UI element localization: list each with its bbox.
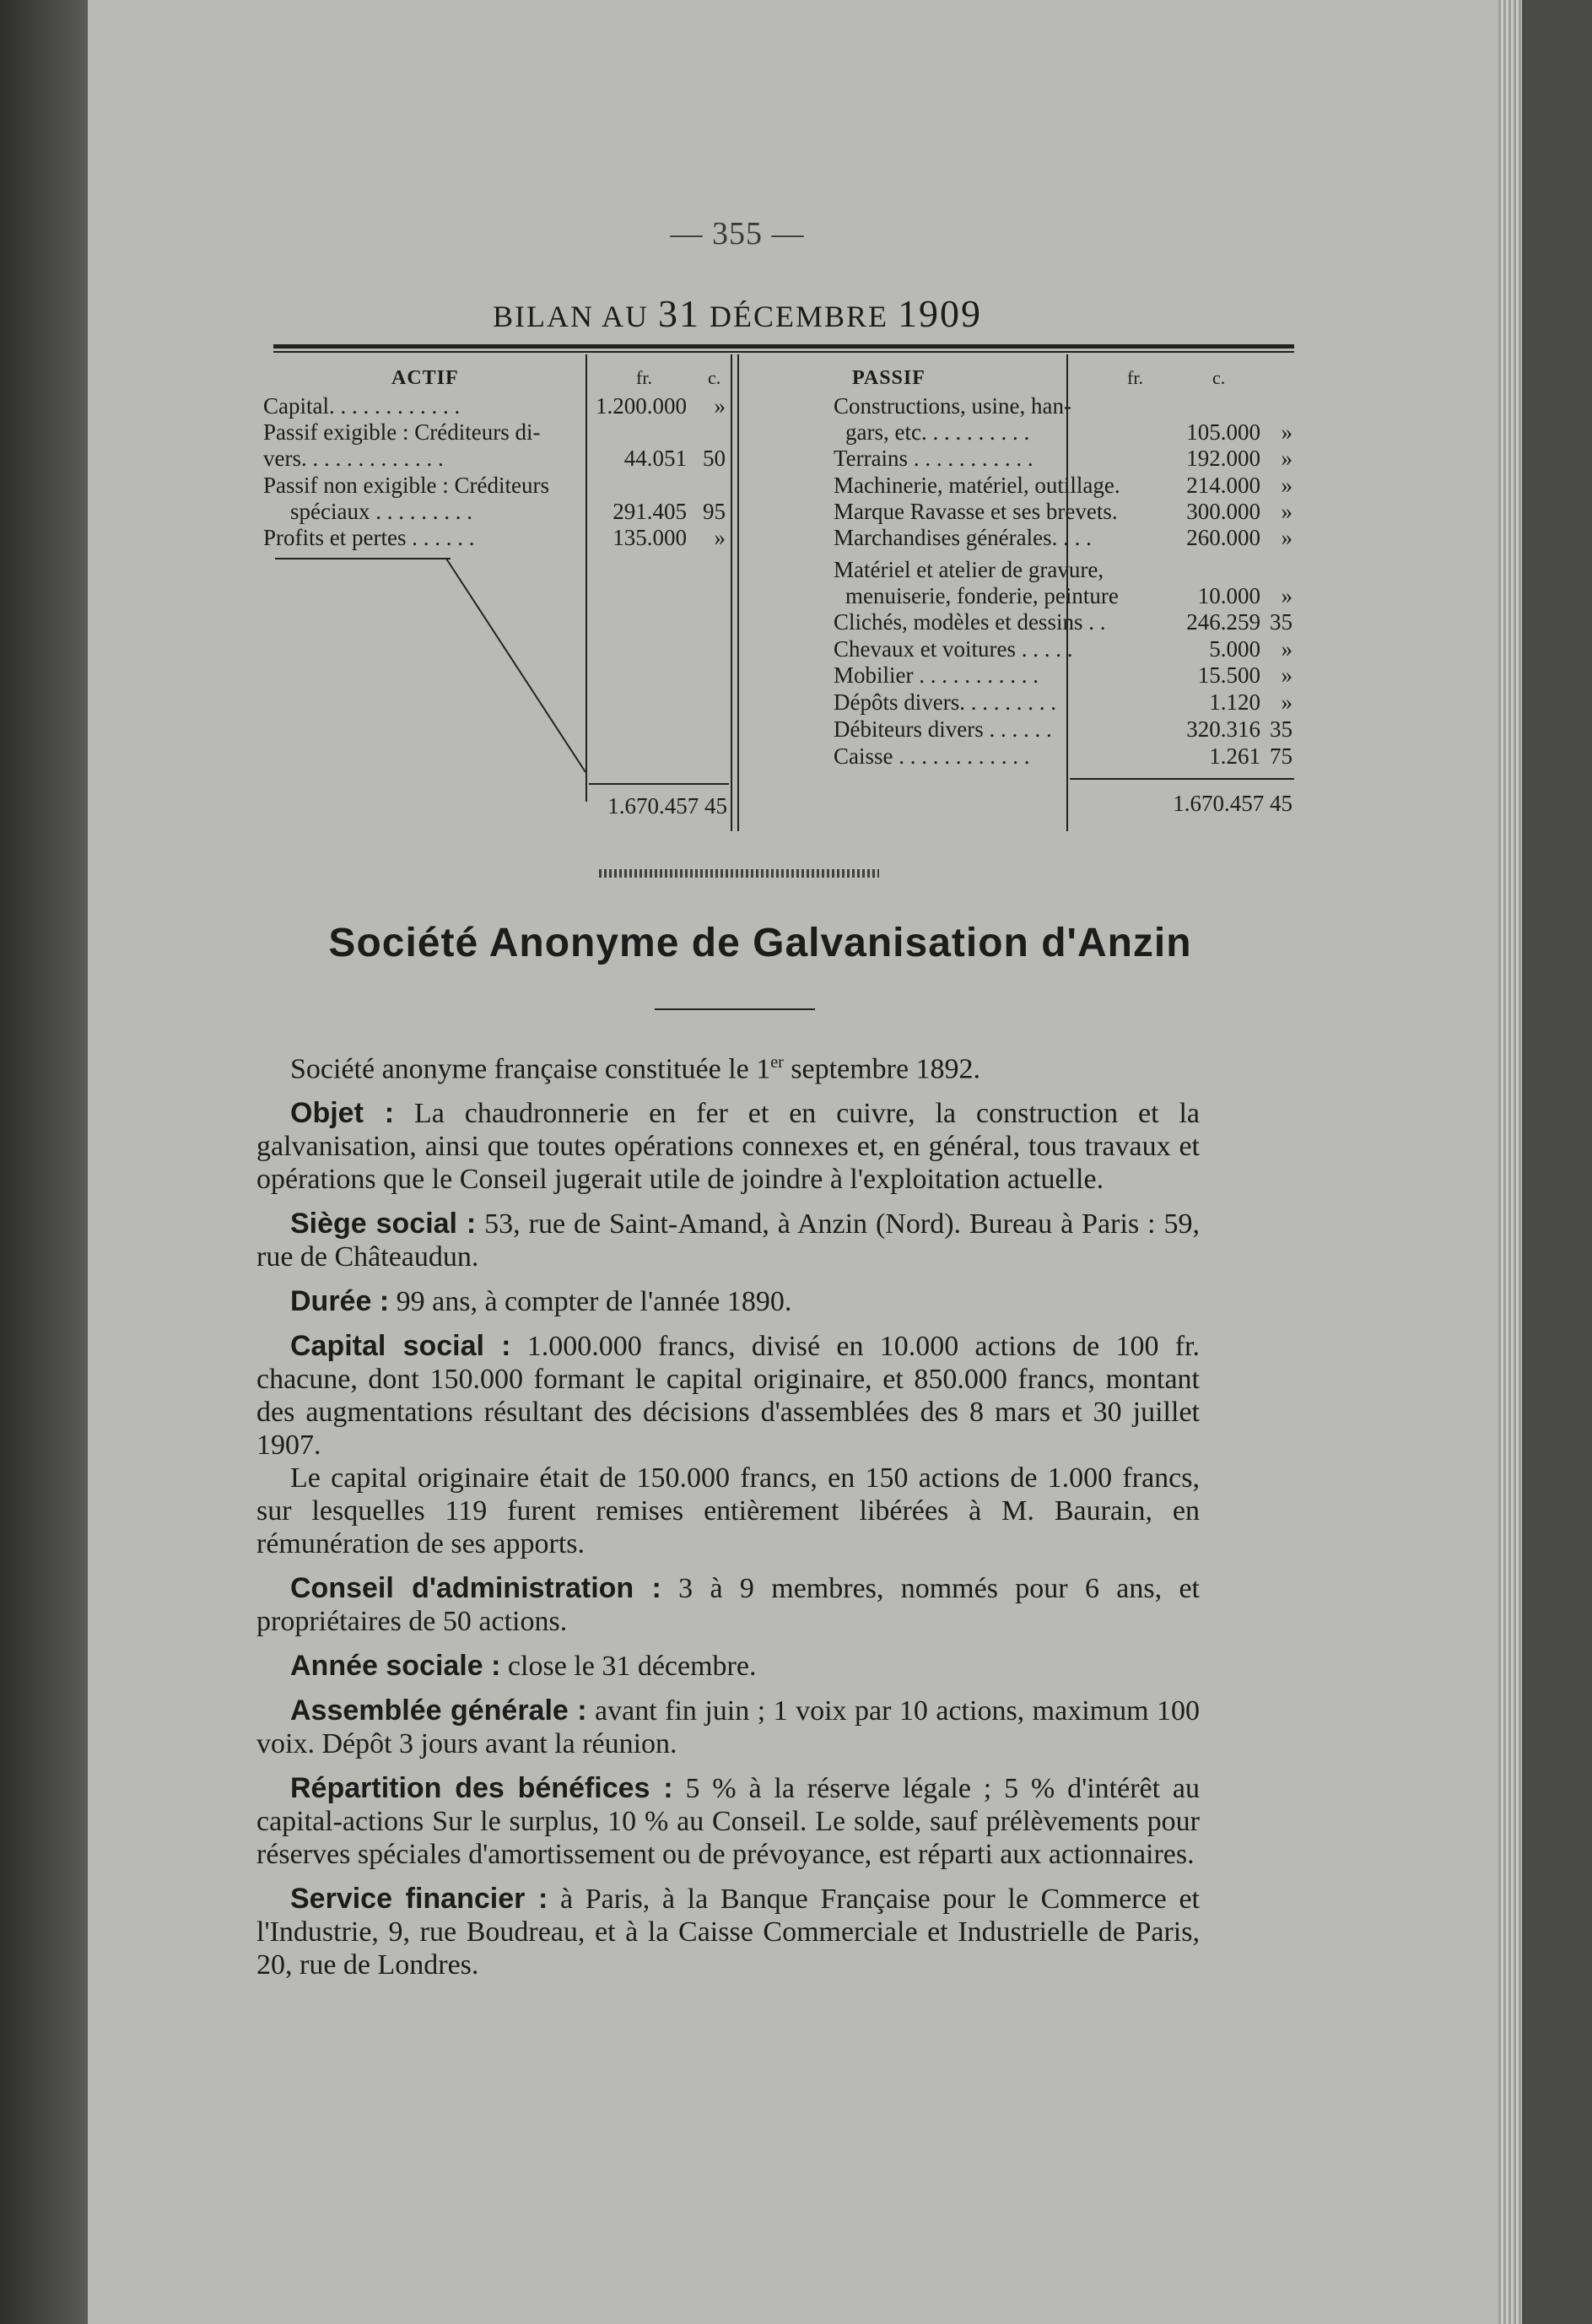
actif-fr: 135.000: [613, 525, 687, 550]
actif-fr: 291.405: [613, 499, 687, 524]
actif-label: vers. . . . . . . . . . . . .: [263, 446, 444, 471]
passif-label: Caisse . . . . . . . . . . . .: [834, 743, 1030, 769]
bilan-title-day: 31: [657, 292, 700, 335]
passif-fr: 15.500: [1197, 662, 1260, 688]
passif-label: Terrains . . . . . . . . . . .: [834, 446, 1033, 471]
passif-fr: 5.000: [1209, 636, 1260, 662]
actif-label: Capital. . . . . . . . . . . .: [263, 393, 461, 419]
passif-header: PASSIF: [852, 367, 926, 389]
service-text: à Paris, à la Banque Française pour le Commerce et l'Industrie, 9, rue Boudreau, et à la Caisse Commerciale et Industrielle de Paris, 20, rue de Londres.: [256, 1884, 1200, 1981]
passif-total: 1.670.457 45: [1173, 791, 1292, 816]
table-top-rule: [273, 344, 1294, 349]
passif-fr: 320.316: [1186, 716, 1260, 742]
actif-label: Passif exigible : Créditeurs di-: [263, 419, 541, 445]
siege-text: 53, rue de Saint-Amand, à Anzin (Nord). Bureau à Paris : 59, rue de Châteaudun.: [256, 1208, 1200, 1273]
col-divider: [737, 354, 739, 831]
title-underline: [655, 1008, 815, 1010]
passif-c: »: [1281, 583, 1292, 608]
passif-col-fr: fr.: [1127, 367, 1143, 388]
table-top-rule-thin: [273, 351, 1294, 353]
passif-label: Marchandises générales. . . .: [834, 525, 1092, 550]
passif-fr: 246.259: [1186, 609, 1260, 635]
company-title: Société Anonyme de Galvanisation d'Anzin: [328, 921, 1192, 965]
bilan-title: [88, 291, 1387, 336]
assemblee-label: Assemblée générale :: [290, 1694, 587, 1727]
diagonal-strike: [273, 557, 594, 776]
passif-fr: 192.000: [1186, 446, 1260, 471]
passif-label: Matériel et atelier de gravure,: [834, 557, 1104, 582]
actif-label: spéciaux . . . . . . . . .: [290, 499, 472, 524]
passif-c: »: [1281, 689, 1292, 715]
passif-c: »: [1281, 662, 1292, 688]
page-edge: [1498, 0, 1522, 2324]
actif-total-rule: [589, 783, 729, 785]
assemblee-text: avant fin juin ; 1 voix par 10 actions, maximum 100 voix. Dépôt 3 jours avant la réunion.: [256, 1695, 1200, 1760]
annee-paragraph: [256, 1650, 1200, 1683]
passif-c: 35: [1270, 609, 1292, 635]
actif-c: 50: [703, 446, 726, 471]
assemblee-paragraph: [256, 1694, 1200, 1760]
intro-text-end: septembre 1892.: [783, 1053, 981, 1085]
actif-c: 95: [703, 499, 726, 524]
passif-label: Chevaux et voitures . . . . .: [834, 636, 1073, 662]
passif-c: 75: [1270, 743, 1292, 769]
intro-paragraph: [256, 1046, 1200, 1085]
bilan-title-year: 1909: [898, 292, 982, 335]
page: [88, 0, 1522, 2324]
capital-paragraph: [256, 1330, 1200, 1462]
actif-fr: 44.051: [623, 446, 687, 471]
bilan-title-month: DÉCEMBRE: [709, 300, 888, 333]
capital-paragraph-2: [256, 1462, 1200, 1560]
repartition-paragraph: [256, 1772, 1200, 1871]
passif-fr: 1.261: [1209, 743, 1260, 769]
annee-text: close le 31 décembre.: [500, 1651, 757, 1683]
page-number: — 355 —: [670, 216, 805, 251]
passif-fr: 260.000: [1186, 525, 1260, 550]
passif-c: »: [1281, 446, 1292, 471]
duree-paragraph: [256, 1285, 1200, 1318]
bilan-title-prefix: BILAN AU: [492, 300, 649, 333]
capital-label: Capital social :: [290, 1330, 511, 1363]
passif-label: gars, etc. . . . . . . . . .: [845, 419, 1030, 445]
actif-total: 1.670.457 45: [607, 793, 727, 819]
service-paragraph: [256, 1883, 1200, 1981]
passif-label: Marque Ravasse et ses brevets.: [834, 499, 1118, 524]
passif-fr: 10.000: [1197, 583, 1260, 608]
intro-sup: er: [770, 1053, 784, 1072]
passif-c: »: [1281, 499, 1292, 524]
passif-fr: 214.000: [1186, 473, 1260, 498]
passif-label: Constructions, usine, han-: [834, 393, 1071, 419]
actif-col-c: c.: [708, 367, 721, 388]
duree-text: 99 ans, à compter de l'année 1890.: [389, 1286, 792, 1318]
capital-text: 1.000.000 francs, divisé en 10.000 actions de 100 fr. chacune, dont 150.000 formant le capital originaire, et 850.000 francs, montant des augmentations résultant des décisions d'assemblées des 8 mars et 30 juillet 1907.: [256, 1331, 1200, 1462]
repartition-label: Répartition des bénéfices :: [290, 1772, 673, 1805]
passif-col-c: c.: [1212, 367, 1226, 388]
section-divider-wavy: [599, 869, 879, 878]
capital-text-2: Le capital originaire était de 150.000 francs, en 150 actions de 1.000 francs, sur lesquelles 119 furent remises entièrement libérées à M. Baurain, en rémunération de ses apports.: [256, 1462, 1200, 1560]
objet-text: La chaudronnerie en fer et en cuivre, la construction et la galvanisation, ainsi que toutes opérations connexes et, en général, tous travaux et opérations que le Conseil jugerait utile de joindre à l'exploitation actuelle.: [256, 1098, 1200, 1196]
passif-label: Clichés, modèles et dessins . .: [834, 609, 1106, 635]
duree-label: Durée :: [290, 1285, 390, 1318]
passif-fr: 1.120: [1209, 689, 1260, 715]
passif-c: 35: [1270, 716, 1292, 742]
passif-label: Débiteurs divers . . . . . .: [834, 716, 1052, 742]
passif-c: »: [1281, 636, 1292, 662]
actif-col-fr: fr.: [636, 367, 652, 388]
objet-label: Objet :: [290, 1097, 395, 1130]
company-description: [256, 1046, 1200, 1993]
passif-label: Mobilier . . . . . . . . . . .: [834, 662, 1039, 688]
actif-label: Passif non exigible : Créditeurs: [263, 473, 549, 498]
actif-fr: 1.200.000: [596, 393, 687, 419]
conseil-text: 3 à 9 membres, nommés pour 6 ans, et propriétaires de 50 actions.: [256, 1573, 1200, 1638]
passif-label: menuiserie, fonderie, peinture: [845, 583, 1119, 608]
siege-paragraph: [256, 1208, 1200, 1273]
passif-total-rule: [1070, 778, 1294, 780]
repartition-text: 5 % à la réserve légale ; 5 % d'intérêt au capital-actions Sur le surplus, 10 % au Conseil. Le solde, sauf prélèvements pour réserves spéciales d'amortissement ou de prévoyance, est réparti aux actionnaires.: [256, 1773, 1201, 1871]
actif-c: »: [714, 525, 726, 550]
conseil-paragraph: [256, 1572, 1200, 1638]
conseil-label: Conseil d'administration :: [290, 1572, 661, 1605]
passif-fr: 105.000: [1186, 419, 1260, 445]
intro-text: Société anonyme française constituée le 1: [290, 1053, 771, 1085]
annee-label: Année sociale :: [290, 1650, 501, 1683]
passif-label: Dépôts divers. . . . . . . . .: [834, 689, 1056, 715]
book-spine: [0, 0, 88, 2324]
col-divider: [731, 354, 732, 831]
actif-header: ACTIF: [391, 367, 459, 389]
siege-label: Siège social :: [290, 1208, 477, 1240]
actif-label: Profits et pertes . . . . . .: [263, 525, 475, 550]
service-label: Service financier :: [290, 1883, 548, 1916]
passif-fr: 300.000: [1186, 499, 1260, 524]
passif-c: »: [1281, 419, 1292, 445]
passif-label: Machinerie, matériel, outillage.: [834, 473, 1120, 498]
passif-c: »: [1281, 525, 1292, 550]
passif-c: »: [1281, 473, 1292, 498]
actif-c: »: [714, 393, 726, 419]
objet-paragraph: [256, 1097, 1200, 1196]
